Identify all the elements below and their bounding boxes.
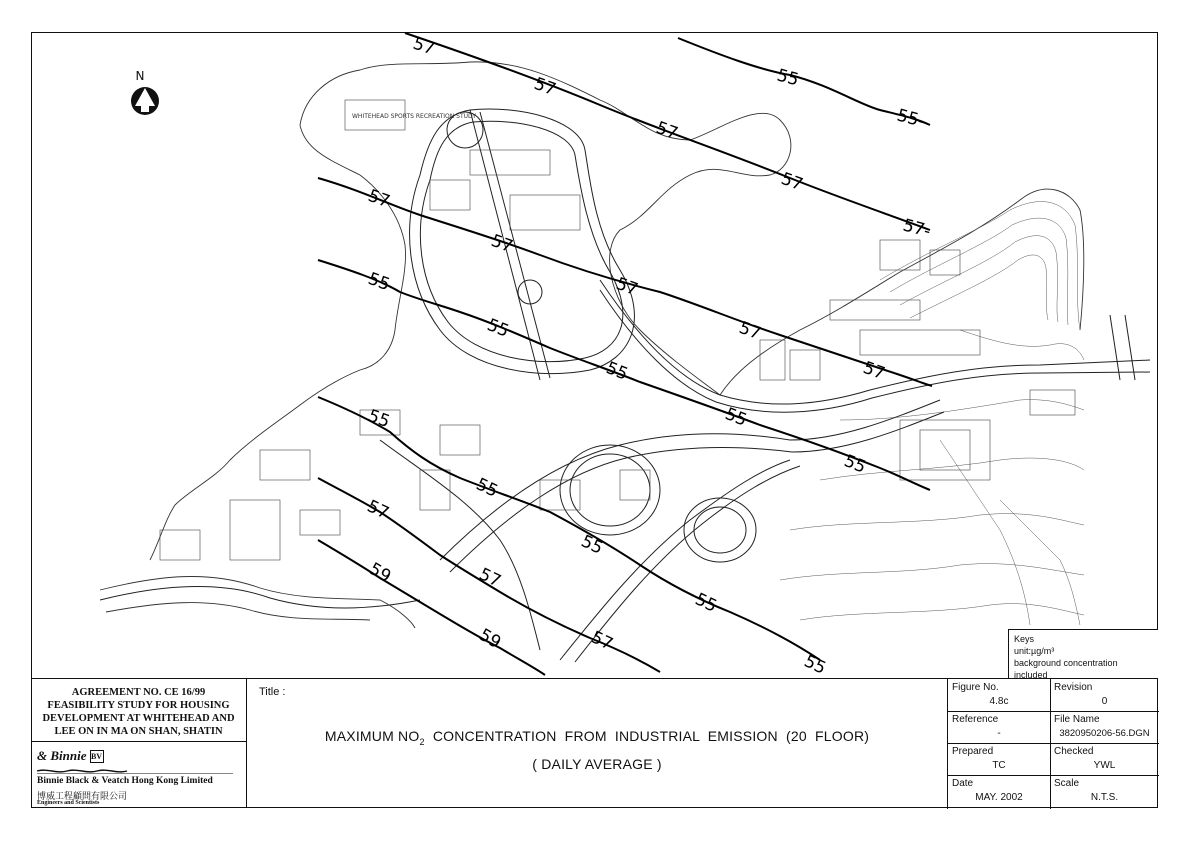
company-logo: & Binnie BV: [37, 748, 103, 763]
agreement-line: AGREEMENT NO. CE 16/99: [71, 687, 206, 698]
label-55: 55: [365, 405, 393, 433]
reference-value: -: [997, 728, 1001, 739]
label-57: 57-: [900, 215, 933, 243]
building-blocks: [160, 100, 1075, 560]
drawing-subtitle: ( DAILY AVERAGE ): [532, 755, 662, 772]
key-title: Keys: [1014, 634, 1035, 644]
reference-cell: Reference -: [948, 711, 1050, 743]
checked-value: YWL: [1093, 760, 1116, 771]
north-label: N: [135, 69, 145, 83]
label-55: 55: [472, 474, 501, 502]
label-57: 57: [410, 33, 438, 60]
prepared-cell: Prepared TC: [948, 743, 1050, 775]
checked-cell: Checked YWL: [1050, 743, 1159, 775]
figure-value: 4.8c: [989, 696, 1009, 707]
label-55: 55: [800, 651, 829, 679]
label-55: 55: [484, 315, 512, 342]
contour-55-middle: [318, 397, 820, 660]
date-value: MAY. 2002: [975, 792, 1023, 803]
label-57: 57: [587, 627, 616, 655]
label-57: 57: [488, 230, 516, 258]
agreement-box: [31, 679, 247, 741]
label-57: 57: [860, 357, 888, 385]
label-57: 57: [475, 564, 504, 592]
revision-value: 0: [1101, 696, 1108, 707]
company-box: [31, 741, 247, 807]
company-name: Binnie Black & Veatch Hong Kong Limited: [37, 776, 213, 786]
title-label: Title :: [259, 686, 286, 698]
label-57: 57: [613, 273, 641, 301]
label-57: 57: [778, 168, 806, 196]
label-57: 57: [363, 496, 392, 524]
date-cell: Date MAY. 2002: [948, 775, 1050, 807]
recreation-label: WHITEHEAD SPORTS RECREATION STUDY: [352, 113, 476, 120]
label-57: 57: [531, 73, 559, 101]
company-subtitle: Engineers and Scientists: [37, 800, 100, 806]
label-55: 55-: [894, 105, 927, 133]
prepared-value: TC: [992, 760, 1006, 771]
label-55: 55: [722, 404, 750, 431]
label-55: 55: [841, 451, 869, 478]
revision-cell: Revision 0: [1050, 679, 1159, 711]
info-grid: [947, 679, 1159, 809]
label-55: 55: [365, 268, 393, 296]
filename-cell: File Name 3820950206-56.DGN: [1050, 711, 1159, 743]
label-55: 55: [774, 65, 801, 91]
map-key: [1008, 629, 1158, 678]
scale-value: N.T.S.: [1090, 792, 1119, 803]
contour-55-northeast: [678, 38, 930, 125]
label-59: 59: [475, 625, 505, 654]
label-57: 57: [653, 117, 681, 145]
label-55: 55: [691, 589, 720, 617]
scale-cell: Scale N.T.S.: [1050, 775, 1159, 807]
key-note: background concentration included: [1014, 658, 1118, 680]
agreement-line: LEE ON IN MA ON SHAN, SHATIN: [54, 726, 223, 737]
drawing-title: MAXIMUM $NO_2$ CONCENTRATION FROM INDUSTRIAL EMISSION (20 FLOOR) ( DAILY AVERAGE ): [247, 725, 947, 775]
logo-wave-icon: [37, 768, 233, 774]
label-59: 59: [365, 559, 395, 588]
road-network: [100, 109, 1150, 662]
company-chinese-name: 博威工程顧問有限公司: [37, 791, 128, 801]
contour-labels: [364, 34, 933, 679]
filename-value: 3820950206-56.DGN: [1059, 728, 1150, 739]
label-57: 57: [736, 317, 764, 345]
title-block: [31, 678, 1158, 809]
concentration-contours: [318, 33, 932, 675]
label-55: 55: [603, 358, 631, 385]
key-unit: unit:µg/m³: [1014, 646, 1055, 656]
label-55: 55: [577, 531, 606, 559]
logo-badge: BV: [90, 752, 103, 761]
label-57: 57: [365, 185, 393, 213]
agreement-line: DEVELOPMENT AT WHITEHEAD AND: [42, 713, 235, 724]
figure-cell: Figure No. 4.8c: [948, 679, 1050, 711]
hill-contours: [780, 202, 1084, 625]
agreement-line: FEASIBILITY STUDY FOR HOUSING: [47, 700, 230, 711]
north-arrow: [131, 69, 159, 115]
